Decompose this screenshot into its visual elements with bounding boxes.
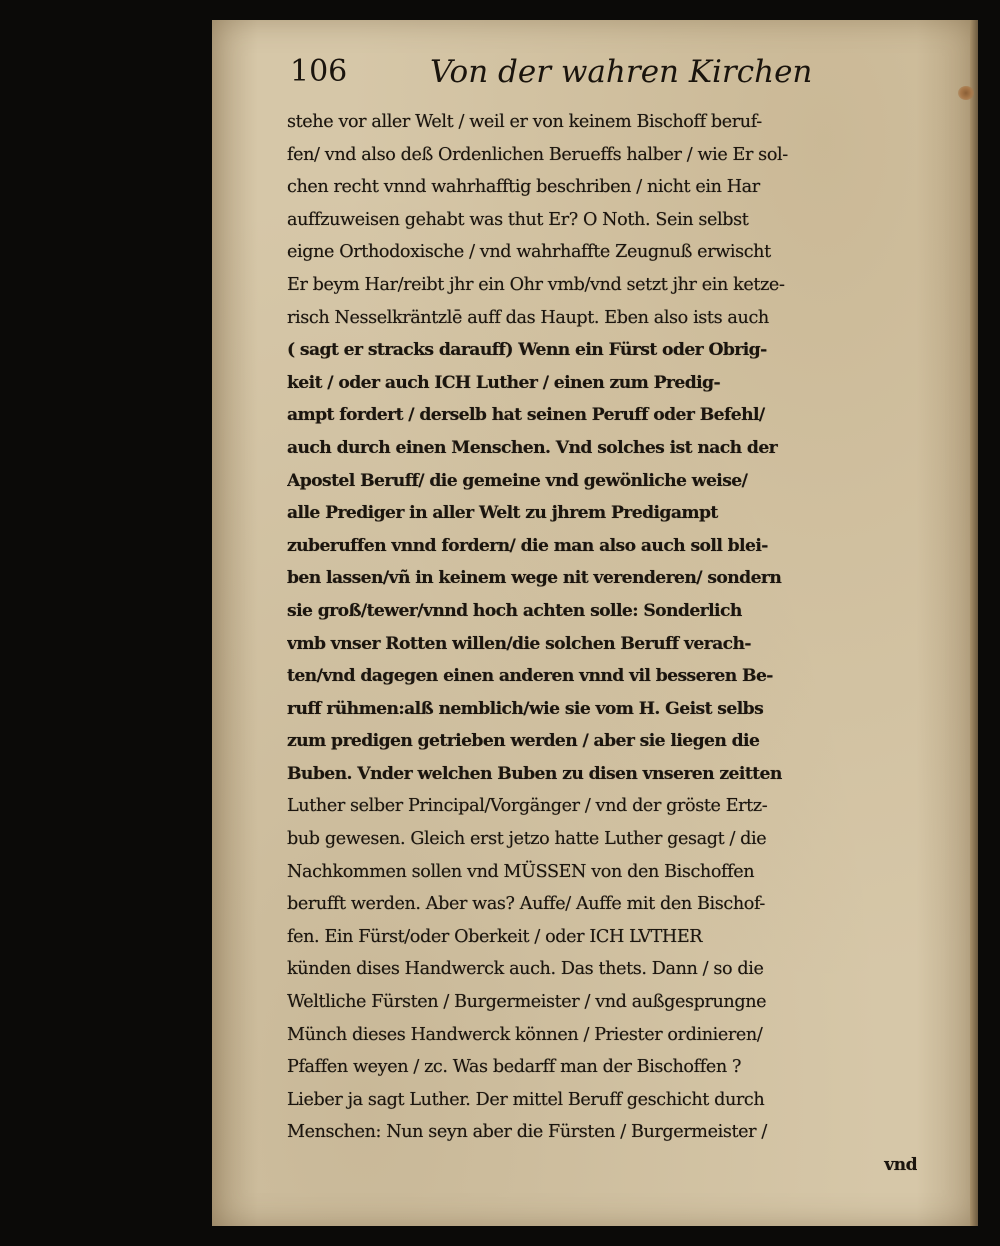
text-line: ampt fordert / derselb hat seinen Peruff oder Befehl/ xyxy=(287,405,765,426)
body-text xyxy=(287,106,917,1182)
text-line: Pfaffen weyen / zc. Was bedarff man der Bischoffen ? xyxy=(287,1057,742,1078)
text-line: ( sagt er stracks darauff) Wenn ein Fürst oder Obrig- xyxy=(287,340,767,361)
text-line: fen/ vnd also deß Ordenlichen Berueffs halber / wie Er sol- xyxy=(287,144,788,165)
text-line: keit / oder auch ICH Luther / einen zum Predig- xyxy=(287,372,721,393)
text-line: fen. Ein Fürst/oder Oberkeit / oder ICH LVTHER xyxy=(287,926,703,947)
page-header xyxy=(290,54,910,100)
text-line: Er beym Har/reibt jhr ein Ohr vmb/vnd setzt jhr ein ketze- xyxy=(287,274,785,295)
text-line: vmb vnser Rotten willen/die solchen Beruff verach- xyxy=(287,633,751,654)
text-line: alle Prediger in aller Welt zu jhrem Predigampt xyxy=(287,503,718,524)
text-line: Buben. Vnder welchen Buben zu disen vnseren zeitten xyxy=(287,763,782,784)
page-edge xyxy=(970,20,978,1226)
text-line: Nachkommen sollen vnd MÜSSEN von den Bischoffen xyxy=(287,861,755,882)
text-line: ben lassen/vñ in keinem wege nit verenderen/ sondern xyxy=(287,568,782,589)
text-line: zuberuffen vnnd fordern/ die man also auch soll blei- xyxy=(287,535,768,556)
text-line: Apostel Beruff/ die gemeine vnd gewönliche weise/ xyxy=(287,470,748,491)
text-line: Menschen: Nun seyn aber die Fürsten / Burgermeister / xyxy=(287,1122,767,1143)
text-line: künden dises Handwerck auch. Das thets. Dann / so die xyxy=(287,959,764,980)
text-line: auffzuweisen gehabt was thut Er? O Noth. Sein selbst xyxy=(287,209,749,230)
text-line: bub gewesen. Gleich erst jetzo hatte Luther gesagt / die xyxy=(287,829,767,850)
text-line: berufft werden. Aber was? Auffe/ Auffe mit den Bischof- xyxy=(287,894,765,915)
text-line: Lieber ja sagt Luther. Der mittel Beruff geschicht durch xyxy=(287,1089,765,1110)
page-number: 106 xyxy=(290,54,348,89)
text-line: zum predigen getrieben werden / aber sie liegen die xyxy=(287,731,760,752)
text-line: stehe vor aller Welt / weil er von keinem Bischoff beruf- xyxy=(287,112,762,132)
text-line: risch Nesselkräntzlē auff das Haupt. Eben also ists auch xyxy=(287,307,769,328)
text-line: eigne Orthodoxische / vnd wahrhaffte Zeugnuß erwischt xyxy=(287,242,771,263)
text-line: auch durch einen Menschen. Vnd solches ist nach der xyxy=(287,437,778,458)
text-line: Luther selber Principal/Vorgänger / vnd der gröste Ertz- xyxy=(287,796,768,817)
text-line: Münch dieses Handwerck können / Priester ordinieren/ xyxy=(287,1024,763,1045)
paper-stain xyxy=(958,86,974,100)
text-line: Weltliche Fürsten / Burgermeister / vnd außgesprungne xyxy=(287,992,767,1013)
text-line: ruff rühmen:alß nemblich/wie sie vom H. Geist selbs xyxy=(287,698,764,719)
catchword: vnd xyxy=(884,1155,917,1175)
text-line: ten/vnd dagegen einen anderen vnnd vil besseren Be- xyxy=(287,666,773,687)
text-line: chen recht vnnd wahrhafftig beschriben / nicht ein Har xyxy=(287,177,760,198)
text-line: sie groß/tewer/vnnd hoch achten solle: Sonderlich xyxy=(287,600,742,621)
running-title: Von der wahren Kirchen xyxy=(430,54,813,90)
